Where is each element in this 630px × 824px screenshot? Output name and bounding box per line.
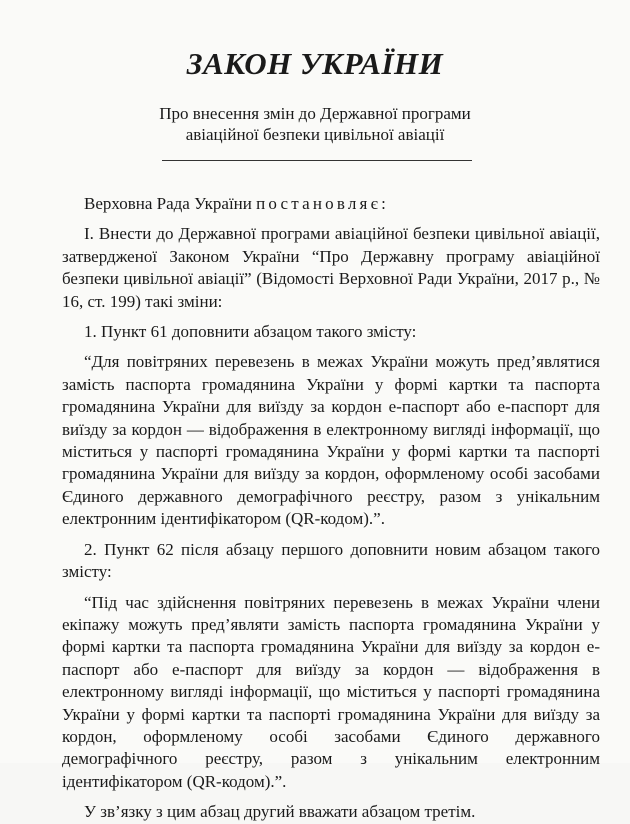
subtitle-line-2: авіаційної безпеки цивільної авіації <box>185 125 445 144</box>
quote-1-paragraph: “Для повітряних перевезень в межах України можуть пред’являтися замість паспорта громадянина України у формі картки та паспорта громадянина України для виїзду за кордон е-паспорт або е-паспорт для виїзду за кордон — відображення в електронному вигляді інформації, що міститься у паспорті громадянина України у формі картки та паспорті громадянина України для виїзду за кордон, оформленому особі засобами Єдиного державного демографічного реєстру, разом з унікальним електронним ідентифікатором (QR-кодом).”. <box>62 352 600 529</box>
preamble-verb: постановляє <box>256 194 382 213</box>
preamble-end: : <box>381 194 386 213</box>
closing-paragraph: У зв’язку з цим абзац другий вважати абзацом третім. <box>84 802 476 822</box>
subtitle-line-1: Про внесення змін до Державної програми <box>159 104 471 123</box>
law-title: ЗАКОН УКРАЇНИ <box>186 46 444 81</box>
item-1-paragraph: 1. Пункт 61 доповнити абзацом такого змісту: <box>84 322 417 342</box>
section-1-paragraph: І. Внести до Державної програми авіаційної безпеки цивільної авіації, затвердженої Законом України “Про Державну програму авіаційної безпеки цивільної авіації” (Відомості Верховної Ради України, 2017 р., № 16, ст. 199) такі зміни: <box>62 224 600 311</box>
document-body <box>62 193 600 824</box>
preamble <box>62 193 600 215</box>
item-2-paragraph: 2. Пункт 62 після абзацу першого доповнити новим абзацом такого змісту: <box>62 539 600 582</box>
preamble-subject: Верховна Рада України <box>84 194 257 213</box>
title-divider <box>162 160 472 161</box>
law-subtitle <box>0 103 630 145</box>
quote-2-paragraph: “Під час здійснення повітряних перевезень в межах України члени екіпажу можуть пред’являти замість паспорта громадянина України у формі картки та паспорта громадянина України для виїзду за кордон е-паспорт або е-паспорт для виїзду за кордон — відображення в електронному вигляді інформації, що міститься у паспорті громадянина України у формі картки та паспорті громадянина України для виїзду за кордон, оформленому особі засобами Єдиного державного демографічного реєстру, разом з унікальним електронним ідентифікатором (QR-кодом).”. <box>62 592 600 791</box>
